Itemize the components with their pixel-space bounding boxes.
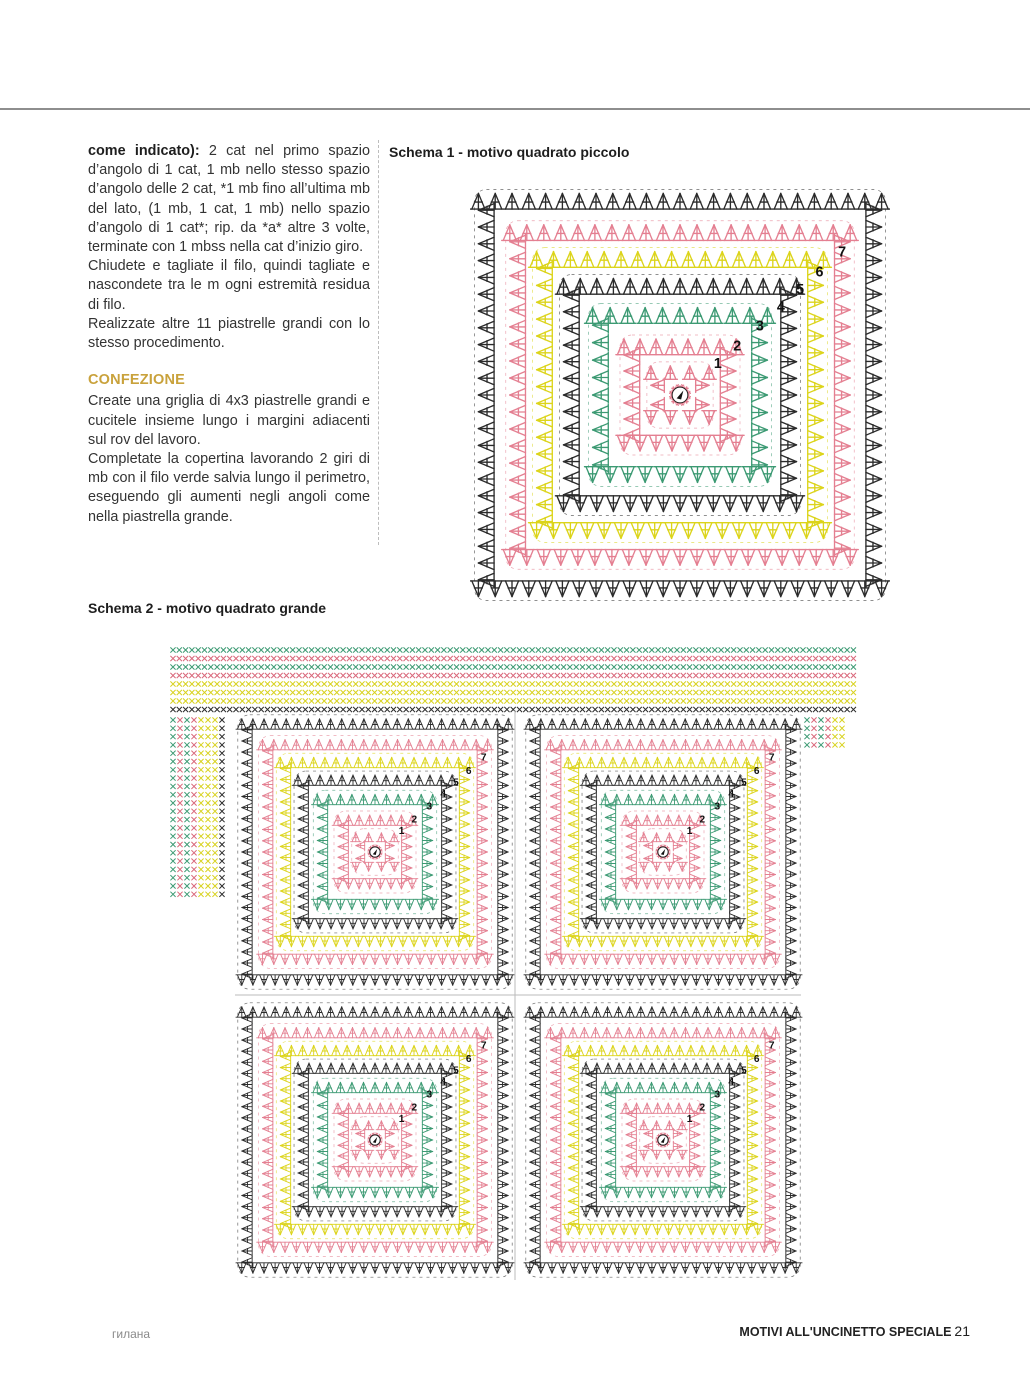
round-number-label: 3: [755, 318, 764, 335]
instructions-paragraph-5: Completate la copertina lavorando 2 giri di mb con il filo verde salvia lungo il perimetro, eseguendo gli aumenti negli angoli come nella piastrella grande.: [88, 451, 370, 525]
magazine-title: MOTIVI ALL'UNCINETTO SPECIALE: [739, 1325, 952, 1339]
instructions-paragraph-1: [88, 142, 370, 257]
round-number-label: 5: [741, 777, 747, 789]
section-title-confezione: CONFEZIONE: [88, 372, 186, 389]
round-number-label: 1: [686, 826, 693, 838]
round-number-label: 4: [440, 788, 446, 800]
footer-right: [739, 1323, 970, 1339]
round-number-label: 4: [776, 299, 785, 316]
round-number-label: 4: [728, 788, 734, 800]
round-number-label: 4: [728, 1076, 734, 1088]
schema-2-tile-3: [236, 1003, 514, 1277]
schema-2-tile-1: [236, 715, 514, 989]
round-number-label: 2: [411, 814, 418, 826]
instructions-paragraph-4: Create una griglia di 4x3 piastrelle grandi e cucitele insieme lungo i margini adiacenti sul rov del lavoro.: [88, 393, 370, 448]
round-number-label: 6: [753, 765, 760, 777]
round-number-label: 3: [714, 801, 721, 813]
round-number-label: 6: [465, 765, 472, 777]
round-number-label: 7: [838, 244, 847, 261]
round-number-label: 1: [713, 356, 722, 373]
round-number-label: 1: [398, 1114, 405, 1126]
round-number-label: 3: [426, 801, 433, 813]
round-number-label: 7: [480, 1040, 487, 1052]
round-number-label: 5: [741, 1065, 747, 1077]
schema-2-title: Schema 2 - motivo quadrato grande: [88, 600, 327, 616]
round-number-label: 4: [440, 1076, 446, 1088]
instructions-paragraph-1-text: 2 cat nel primo spazio d’angolo di 1 cat, 1 mb nello stesso spazio d’angolo delle 2 cat, *1 mb fino all’ultima mb del lato, (1 mb, 1 cat, 1 mb) nello spazio d’angolo di 1 cat*; rip. da *a* altre 3 volte, terminate con 1 mbss nella cat d’inizio giro.: [88, 143, 370, 256]
schema-2-tile-2: [524, 715, 802, 989]
round-number-label: 7: [768, 1040, 775, 1052]
schema-1-chart: [470, 180, 890, 610]
round-number-label: 6: [753, 1053, 760, 1065]
instructions-paragraph-3: Realizzate altre 11 piastrelle grandi con lo stesso procedimento.: [88, 315, 370, 352]
round-number-label: 7: [768, 752, 775, 764]
round-number-label: 5: [453, 777, 459, 789]
schema-2-tile-4: [524, 1003, 802, 1277]
round-number-label: 2: [411, 1102, 418, 1114]
round-number-label: 6: [815, 264, 824, 281]
instructions-paragraph-2: Chiudete e tagliate il filo, quindi tagliate e nascondete tra le m ogni estremità residua di filo.: [88, 258, 370, 313]
round-number-label: 2: [699, 814, 706, 826]
round-number-label: 1: [686, 1114, 693, 1126]
schema-1-motif: [470, 189, 889, 600]
page-number: 21: [954, 1323, 970, 1339]
round-number-label: 5: [796, 282, 805, 299]
footer-left-text: гилана: [112, 1327, 151, 1341]
schema-2-chart: [165, 640, 885, 1280]
round-number-label: 5: [453, 1065, 459, 1077]
instructions-bold-lead: come indicato):: [88, 143, 200, 159]
round-number-label: 6: [465, 1053, 472, 1065]
instructions-column: [88, 142, 370, 527]
round-number-label: 7: [480, 752, 487, 764]
round-number-label: 2: [733, 338, 742, 355]
top-rule: [0, 108, 1030, 110]
round-number-label: 2: [699, 1102, 706, 1114]
round-number-label: 1: [398, 826, 405, 838]
round-number-label: 3: [714, 1089, 721, 1101]
column-divider: [378, 140, 379, 545]
schema-1-title: Schema 1 - motivo quadrato piccolo: [389, 144, 630, 160]
round-number-label: 3: [426, 1089, 433, 1101]
